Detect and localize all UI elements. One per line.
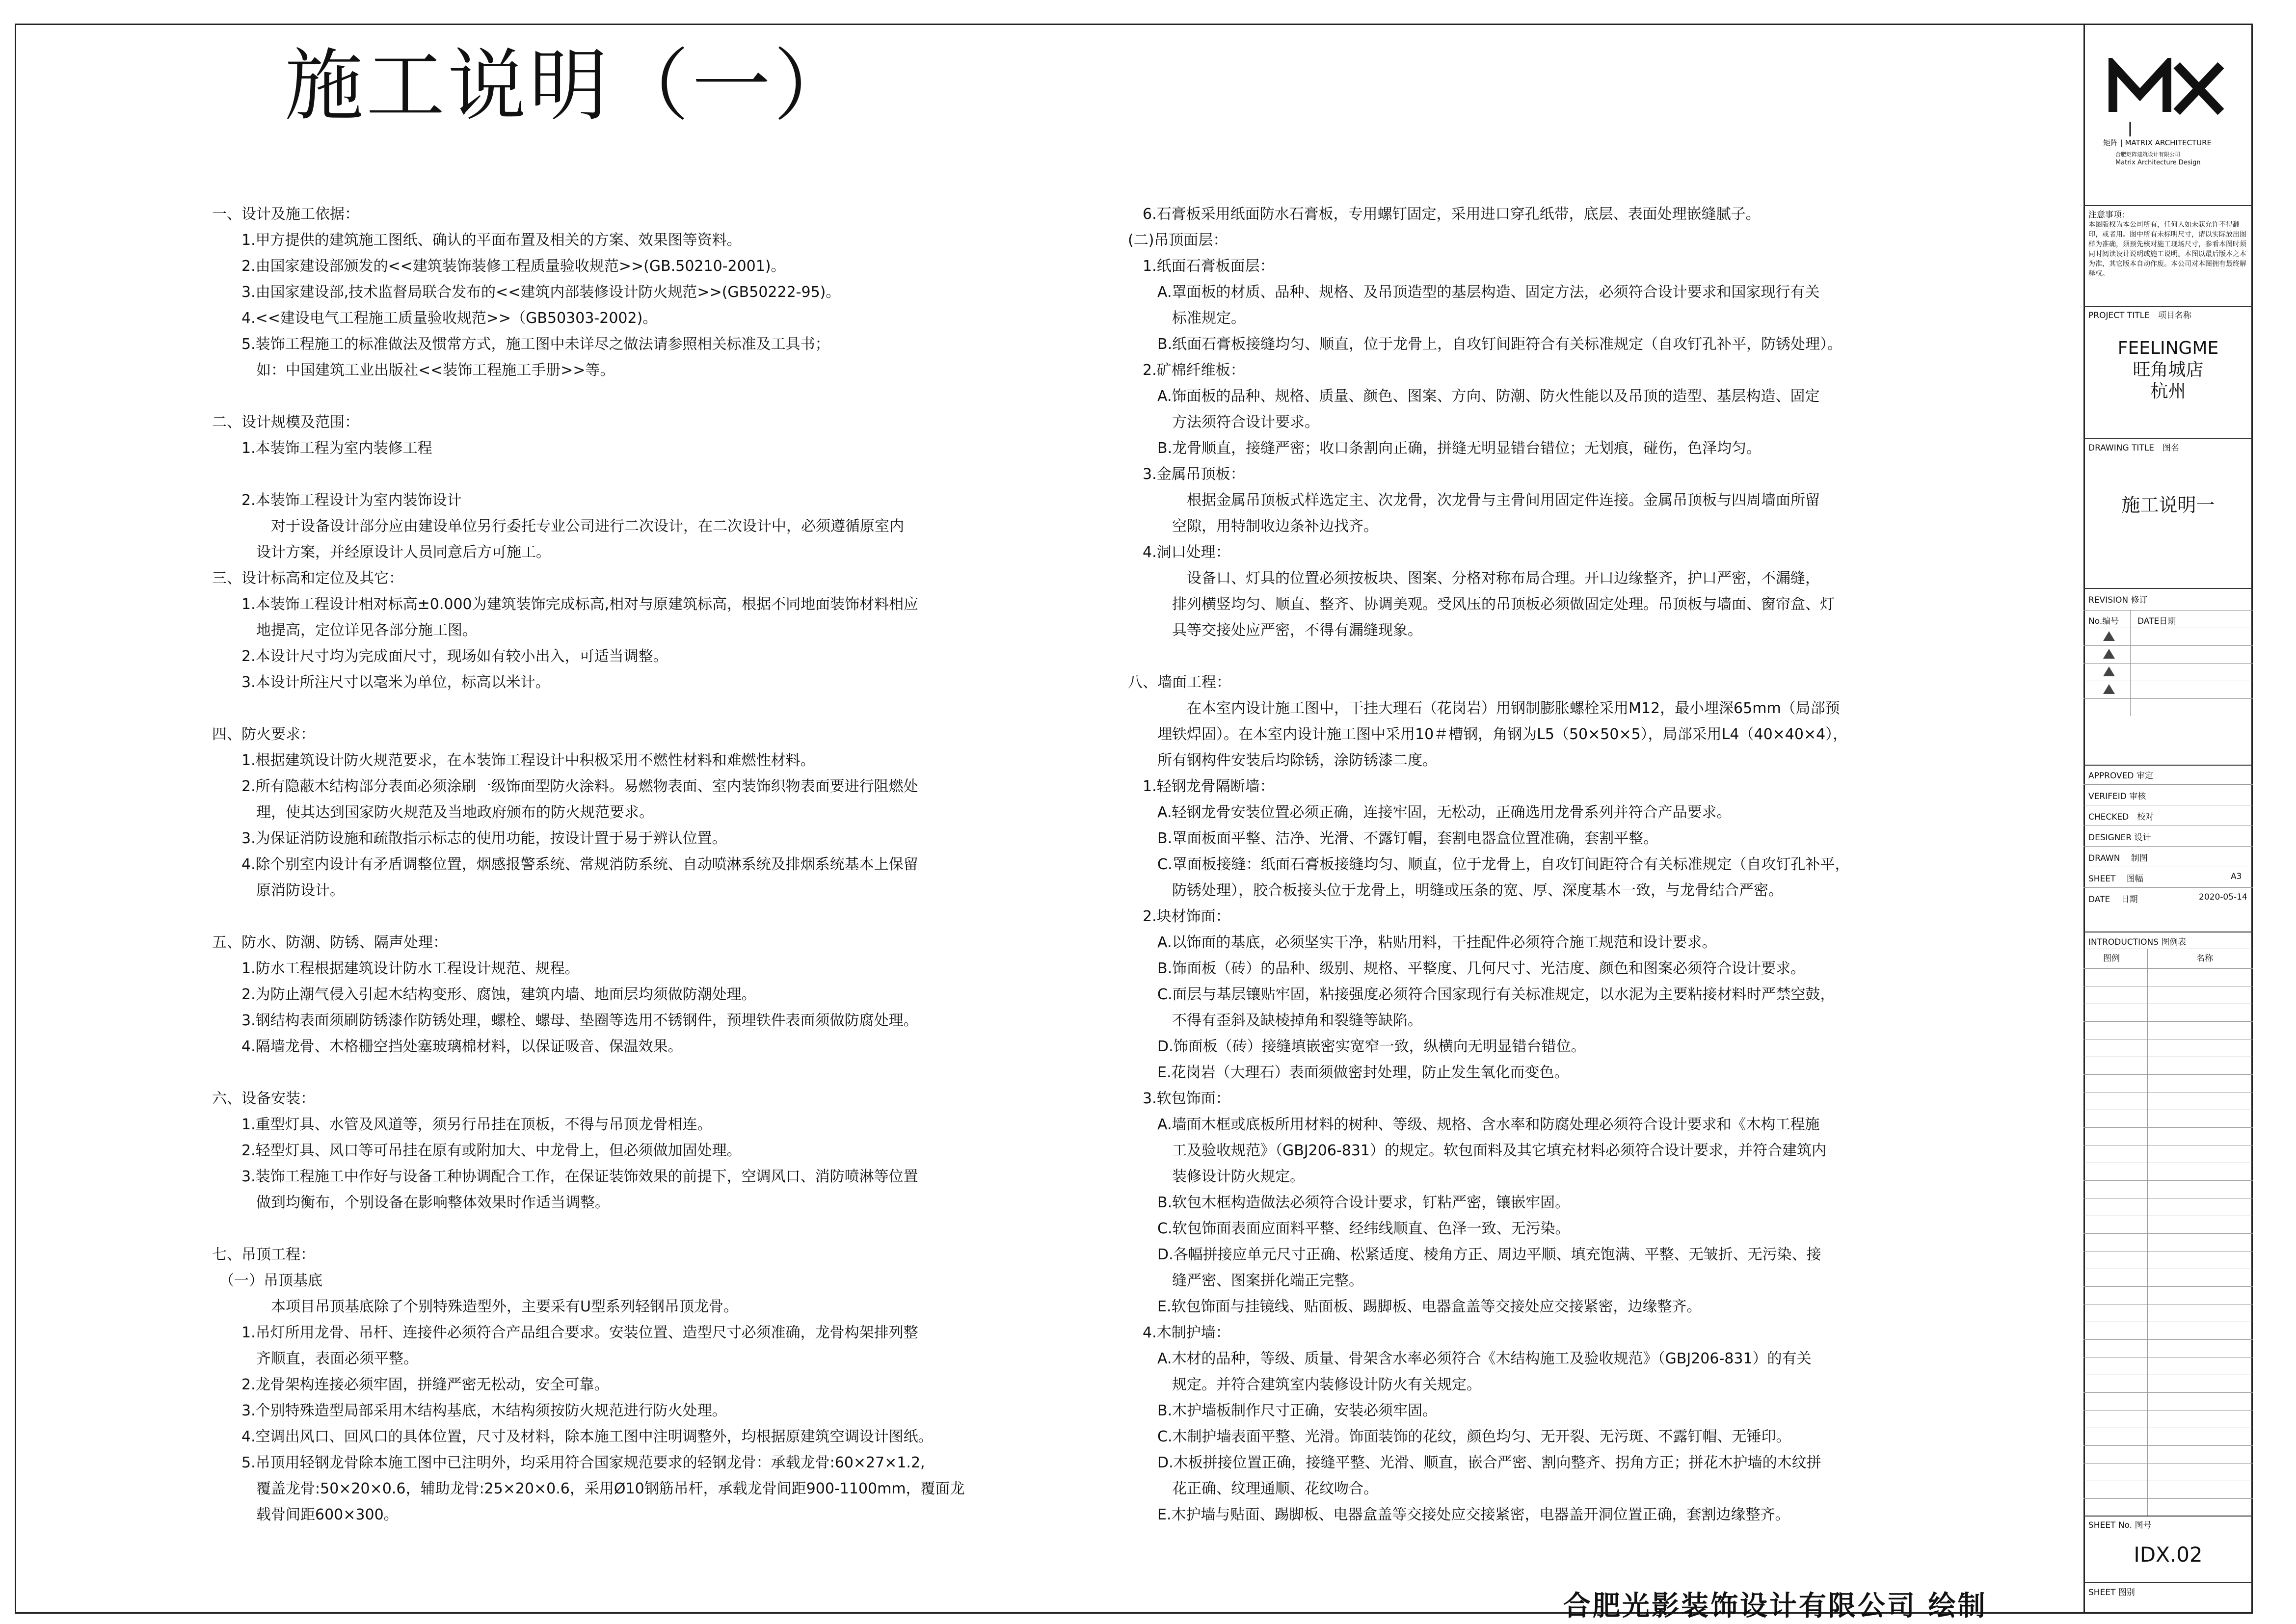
- sheet-size-label: SHEET 图幅: [2088, 874, 2143, 884]
- note-line: 3.钢结构表面须刷防锈漆作防锈处理，螺栓、螺母、垫圈等选用不锈钢件，预埋铁件表面须做防腐处理。: [212, 1012, 918, 1029]
- note-line: [1113, 643, 2060, 669]
- note-line: 5.吊顶用轻钢龙骨除本施工图中已注明外，均采用符合国家规范要求的轻钢龙骨：承载龙骨:60×27×1.2,: [212, 1454, 925, 1471]
- note-line: (二)吊顶面层：: [1113, 232, 1228, 249]
- legend-row: [2083, 1074, 2253, 1075]
- note-line: A.木材的品种，等级、质量、骨架含水率必须符合《木结构施工及验收规范》（GBJ206-831）的有关: [1113, 1350, 1812, 1367]
- note-line: E.花岗岩（大理石）表面须做密封处理，防止发生氧化而变色。: [1113, 1064, 1569, 1081]
- note-line: C.木制护墙表面平整、光滑。饰面装饰的花纹，颜色均匀、无开裂、无污斑、不露钉帽、无锤印。: [1113, 1428, 1791, 1445]
- note-line: 2.矿棉纤维板：: [1113, 362, 1245, 379]
- note-line: 3.本设计所注尺寸以毫米为单位，标高以米计。: [212, 674, 550, 691]
- note-line: 六、设备安装：: [212, 1090, 315, 1107]
- designer-label: DESIGNER 设计: [2088, 833, 2151, 843]
- note-line: 2.由国家建设部颁发的<<建筑装饰装修工程质量验收规范>>(GB.50210-2001)。: [212, 258, 786, 275]
- note-line: 1.轻钢龙骨隔断墙：: [1113, 778, 1275, 795]
- note-line: B.纸面石膏板接缝均匀、顺直，位于龙骨上，自攻钉间距符合有关标准规定（自攻钉孔补平，防锈处理）。: [1113, 336, 1842, 353]
- revision-2-icon: [2103, 649, 2115, 659]
- note-line: 4.隔墙龙骨、木格栅空挡处塞玻璃棉材料，以保证吸音、保温效果。: [212, 1038, 683, 1055]
- note-line: 3.装饰工程施工中作好与设备工种协调配合工作，在保证装饰效果的前提下，空调风口、消防喷淋等位置: [212, 1168, 918, 1185]
- note-line: C.罩面板接缝：纸面石膏板接缝均匀、顺直，位于龙骨上，自攻钉间距符合有关标准规定（自攻钉孔补平，: [1113, 856, 1850, 873]
- note-line: 2.为防止潮气侵入引起木结构变形、腐蚀，建筑内墙、地面层均须做防潮处理。: [212, 986, 756, 1003]
- note-line: 4.除个别室内设计有矛盾调整位置，烟感报警系统、常规消防系统、自动喷淋系统及排烟系统基本上保留: [212, 856, 918, 873]
- note-line: 1.重型灯具、水管及风道等，须另行吊挂在顶板，不得与吊顶龙骨相连。: [212, 1116, 712, 1133]
- project-name: FEELINGME 旺角城店 杭州: [2117, 338, 2219, 401]
- rev-no-header: No.编号: [2088, 616, 2119, 626]
- note-line: 1.防水工程根据建筑设计防水工程设计规范、规程。: [212, 960, 580, 977]
- note-line: 设计方案，并经原设计人员同意后方可施工。: [212, 544, 551, 561]
- drawing-title-label: DRAWING TITLE 图名: [2088, 443, 2180, 453]
- drawing-title: 施工说明一: [2121, 494, 2215, 516]
- legend-row: [2083, 1286, 2253, 1287]
- note-line: 4.空调出风口、回风口的具体位置，尺寸及材料，除本施工图中注明调整外，均根据原建筑空调设计图纸。: [212, 1428, 933, 1445]
- note-line: A.墙面木框或底板所用材料的树种、等级、规格、含水率和防腐处理必须符合设计要求和《木构工程施: [1113, 1116, 1820, 1133]
- logo-subtitle-en: Matrix Architecture Design: [2115, 159, 2201, 166]
- project-title-label: PROJECT TITLE 项目名称: [2088, 311, 2191, 320]
- note-line: [212, 695, 1071, 721]
- notes-title: 注意事项:: [2088, 210, 2125, 220]
- note-line: 对于设备设计部分应由建设单位另行委托专业公司进行二次设计，在二次设计中，必须遵循原室内: [212, 518, 904, 535]
- note-line: 规定。并符合建筑室内装修设计防火有关规定。: [1113, 1376, 1481, 1393]
- note-line: 在本室内设计施工图中，干挂大理石（花岗岩）用钢制膨胀螺栓采用M12，最小埋深65mm（局部预: [1113, 700, 1840, 717]
- legend-row: [2083, 1410, 2253, 1411]
- note-line: D.木板拼接位置正确，接缝平整、光滑、顺直，嵌合严密、割向整齐、拐角方正；拼花木护墙的木纹拼: [1113, 1454, 1821, 1471]
- date-value: 2020-05-14: [2199, 892, 2247, 902]
- note-line: 花正确、纹理通顺、花纹吻合。: [1113, 1480, 1378, 1497]
- note-line: 3.为保证消防设施和疏散指示标志的使用功能，按设计置于易于辨认位置。: [212, 830, 727, 847]
- note-line: [212, 904, 1071, 930]
- note-line: 5.装饰工程施工的标准做法及惯常方式，施工图中未详尽之做法请参照相关标准及工具书；: [212, 336, 830, 353]
- note-line: 1.本装饰工程为室内装修工程: [212, 440, 432, 457]
- note-line: 2.轻型灯具、风口等可吊挂在原有或附加大、中龙骨上，但必须做加固处理。: [212, 1142, 742, 1159]
- legend-col-symbol: 图例: [2103, 954, 2120, 963]
- legend-row: [2083, 1180, 2253, 1181]
- approved-label: APPROVED 审定: [2088, 771, 2153, 781]
- note-line: 缝严密、图案拼化端正完整。: [1113, 1272, 1363, 1289]
- revision-4-icon: [2103, 684, 2115, 694]
- note-line: 空隙，用特制收边条补边找齐。: [1113, 518, 1378, 535]
- note-line: （一）吊顶基底: [212, 1272, 322, 1289]
- note-line: 4.木制护墙：: [1113, 1324, 1230, 1341]
- note-line: 地提高，定位详见各部分施工图。: [212, 622, 477, 639]
- notes-column-left: [212, 201, 1071, 1528]
- note-line: 3.软包饰面：: [1113, 1090, 1230, 1107]
- note-line: 2.所有隐蔽木结构部分表面必须涂刷一级饰面型防火涂料。易燃物表面、室内装饰织物表面要进行阻燃处: [212, 778, 918, 795]
- note-line: 理，使其达到国家防火规范及当地政府颁布的防火规范要求。: [212, 804, 654, 821]
- page-title: 施工说明（一）: [285, 40, 855, 132]
- sheet-size-value: A3: [2231, 872, 2242, 881]
- note-line: A.罩面板的材质、品种、规格、及吊顶造型的基层构造、固定方法，必须符合设计要求和国家现行有关: [1113, 284, 1820, 301]
- note-line: E.软包饰面与挂镜线、贴面板、踢脚板、电器盒盖等交接处应交接紧密，边缘整齐。: [1113, 1298, 1702, 1315]
- note-line: 齐顺直，表面必须平整。: [212, 1350, 418, 1367]
- revision-3-icon: [2103, 666, 2115, 676]
- logo-text: 矩阵 | MATRIX ARCHITECTURE: [2103, 138, 2212, 147]
- note-line: B.软包木框构造做法必须符合设计要求，钉粘严密，镶嵌牢固。: [1113, 1194, 1570, 1211]
- note-line: C.面层与基层镶贴牢固，粘接强度必须符合国家现行有关标准规定，以水泥为主要粘接材料时严禁空鼓，: [1113, 986, 1835, 1003]
- note-line: D.饰面板（砖）接缝填嵌密实宽窄一致，纵横向无明显错台错位。: [1113, 1038, 1586, 1055]
- logo-subtitle-cn: 合肥矩阵建筑设计有限公司: [2115, 151, 2180, 158]
- note-line: A.轻钢龙骨安装位置必须正确，连接牢固，无松动，正确选用龙骨系列并符合产品要求。: [1113, 804, 1732, 821]
- note-line: 根据金属吊顶板式样选定主、次龙骨，次龙骨与主骨间用固定件连接。金属吊顶板与四周墙面所留: [1113, 492, 1820, 509]
- note-line: 埋铁焊固）。在本室内设计施工图中采用10＃槽钢，角钢为L5（50×50×5），局部采用L4（40×40×4），: [1113, 726, 1848, 743]
- note-line: 如：中国建筑工业出版社<<装饰工程施工手册>>等。: [212, 362, 615, 379]
- note-line: 防锈处理），胶合板接头位于龙骨上，明缝或压条的宽、厚、深度基本一致，与龙骨结合严密。: [1113, 882, 1783, 899]
- sheet-no: IDX.02: [2134, 1543, 2203, 1567]
- note-line: 装修设计防火规定。: [1113, 1168, 1305, 1185]
- note-line: 工及验收规范》（GBJ206-831）的规定。软包面料及其它填充材料必须符合设计要求，并符合建筑内: [1113, 1142, 1827, 1159]
- note-line: 2.本装饰工程设计为室内装饰设计: [212, 492, 462, 509]
- note-line: C.软包饰面表面应面料平整、经纬线顺直、色泽一致、无污染。: [1113, 1220, 1570, 1237]
- notes-text: 本图版权为本公司所有，任何人如未获允许不得翻印，或者用。图中所有未标明尺寸，请以实际放出图样为准确，须预先核对施工现场尺寸，参看本图时须同时阅读设计说明或施工说明。本图以最后版本之本为准，其它版本自动作废。本公司对本图拥有最终解释权。: [2088, 221, 2246, 278]
- legend-row: [2083, 968, 2253, 969]
- note-line: 2.龙骨架构连接必须牢固，拼缝严密无松动，安全可靠。: [212, 1376, 609, 1393]
- note-line: 具等交接处应严密，不得有漏缝现象。: [1113, 622, 1422, 639]
- note-line: 二、设计规模及范围：: [212, 414, 359, 431]
- note-line: D.各幅拼接应单元尺寸正确、松紧适度、棱角方正、周边平顺、填充饱满、平整、无皱折、无污染、接: [1113, 1246, 1821, 1263]
- legend-row: [2083, 1357, 2253, 1358]
- note-line: 排列横竖均匀、顺直、整齐、协调美观。受风压的吊顶板必须做固定处理。吊顶板与墙面、窗帘盒、灯: [1113, 596, 1835, 613]
- note-line: 2.块材饰面：: [1113, 908, 1230, 925]
- company-footer: 合肥光影装饰设计有限公司 绘制: [1563, 1590, 1987, 1622]
- note-line: B.龙骨顺直，接缝严密；收口条割向正确，拼缝无明显错台错位；无划痕，碰伤，色泽均匀。: [1113, 440, 1762, 457]
- note-line: 1.根据建筑设计防火规范要求，在本装饰工程设计中积极采用不燃性材料和难燃性材料。: [212, 752, 815, 769]
- note-line: 3.金属吊顶板：: [1113, 466, 1245, 483]
- note-line: 设备口、灯具的位置必须按板块、图案、分格对称布局合理。开口边缘整齐，护口严密，不漏缝，: [1113, 570, 1820, 587]
- legend-row: [2083, 1463, 2253, 1464]
- legend-col-name: 名称: [2196, 954, 2213, 963]
- note-line: A.饰面板的品种、规格、质量、颜色、图案、方向、防潮、防火性能以及吊顶的造型、基层构造、固定: [1113, 388, 1820, 405]
- note-line: 标准规定。: [1113, 310, 1246, 327]
- legend-row: [2083, 1304, 2253, 1305]
- note-line: 做到均衡布，个别设备在影响整体效果时作适当调整。: [212, 1194, 610, 1211]
- note-line: 3.由国家建设部,技术监督局联合发布的<<建筑内部装修设计防火规范>>(GB50222-95)。: [212, 284, 841, 301]
- note-line: 2.本设计尺寸均为完成面尺寸，现场如有较小出入，可适当调整。: [212, 648, 668, 665]
- legend-row: [2083, 1445, 2253, 1446]
- checked-label: CHECKED 校对: [2088, 812, 2154, 822]
- note-line: [212, 461, 1071, 487]
- note-line: 载骨间距600×300。: [212, 1506, 399, 1523]
- note-line: B.木护墙板制作尺寸正确，安装必须牢固。: [1113, 1402, 1438, 1419]
- sheet-list-label: SHEET 图别: [2088, 1588, 2135, 1597]
- revision-label: REVISION 修订: [2088, 595, 2148, 605]
- note-line: 五、防水、防潮、防锈、隔声处理：: [212, 934, 448, 951]
- note-line: 八、墙面工程：: [1113, 674, 1231, 691]
- legend-row: [2083, 1127, 2253, 1128]
- note-line: 1.本装饰工程设计相对标高±0.000为建筑装饰完成标高,相对与原建筑标高，根据不同地面装饰材料相应: [212, 596, 919, 613]
- rev-date-header: DATE日期: [2137, 616, 2176, 626]
- date-label: DATE 日期: [2088, 895, 2138, 905]
- legend-row: [2083, 1233, 2253, 1234]
- verified-label: VERIFEID 审核: [2088, 792, 2146, 801]
- note-line: 本项目吊顶基底除了个别特殊造型外，主要采有U型系列轻钢吊顶龙骨。: [212, 1298, 738, 1315]
- note-line: 四、防火要求：: [212, 726, 315, 743]
- title-block: [2083, 24, 2253, 1614]
- note-line: 4.洞口处理：: [1113, 544, 1230, 561]
- note-line: 方法须符合设计要求。: [1113, 414, 1319, 431]
- matrix-logo-icon: [2103, 58, 2250, 166]
- note-line: 1.吊灯所用龙骨、吊杆、连接件必须符合产品组合要求。安装位置、造型尺寸必须准确，龙骨构架排列整: [212, 1324, 918, 1341]
- sheet-no-label: SHEET No. 图号: [2088, 1520, 2152, 1530]
- note-line: 4.<<建设电气工程施工质量验收规范>>（GB50303-2002)。: [212, 310, 658, 327]
- legend-row: [2083, 1392, 2253, 1393]
- notes-column-right: [1113, 201, 2060, 1528]
- legend-label: INTRODUCTIONS 图例表: [2088, 937, 2187, 947]
- revision-1-icon: [2103, 631, 2115, 641]
- note-line: A.以饰面的基底，必须坚实干净，粘贴用料，干挂配件必须符合施工规范和设计要求。: [1113, 934, 1717, 951]
- note-line: 三、设计标高和定位及其它：: [212, 570, 403, 587]
- note-line: 不得有歪斜及缺棱掉角和裂缝等缺陷。: [1113, 1012, 1422, 1029]
- legend-row: [2083, 1339, 2253, 1340]
- note-line: 所有钢构件安装后均除锈，涂防锈漆二度。: [1113, 752, 1437, 769]
- note-line: 1.甲方提供的建筑施工图纸、确认的平面布置及相关的方案、效果图等资料。: [212, 232, 742, 249]
- note-line: 覆盖龙骨:50×20×0.6，辅助龙骨:25×20×0.6，采用Ø10钢筋吊杆，承载龙骨间距900-1100mm，覆面龙: [212, 1480, 965, 1497]
- note-line: 七、吊顶工程：: [212, 1246, 315, 1263]
- note-line: [212, 1216, 1071, 1242]
- note-line: 6.石膏板采用纸面防水石膏板，专用螺钉固定，采用进口穿孔纸带，底层、表面处理嵌缝腻子。: [1113, 206, 1761, 223]
- note-line: [212, 1060, 1071, 1086]
- note-line: 原消防设计。: [212, 882, 345, 899]
- legend-row: [2083, 1498, 2253, 1499]
- drawn-label: DRAWN 制图: [2088, 853, 2148, 863]
- legend-row: [2083, 1021, 2253, 1022]
- note-line: 一、设计及施工依据：: [212, 206, 359, 223]
- note-line: [212, 383, 1071, 409]
- note-line: E.木护墙与贴面、踢脚板、电器盒盖等交接处应交接紧密，电器盖开洞位置正确，套割边缘整齐。: [1113, 1506, 1790, 1523]
- note-line: 3.个别特殊造型局部采用木结构基底，木结构须按防火规范进行防火处理。: [212, 1402, 727, 1419]
- note-line: 1.纸面石膏板面层：: [1113, 258, 1275, 275]
- note-line: B.罩面板面平整、洁净、光滑、不露钉帽，套割电器盒位置准确，套割平整。: [1113, 830, 1658, 847]
- note-line: B.饰面板（砖）的品种、级别、规格、平整度、几何尺寸、光洁度、颜色和图案必须符合设计要求。: [1113, 960, 1806, 977]
